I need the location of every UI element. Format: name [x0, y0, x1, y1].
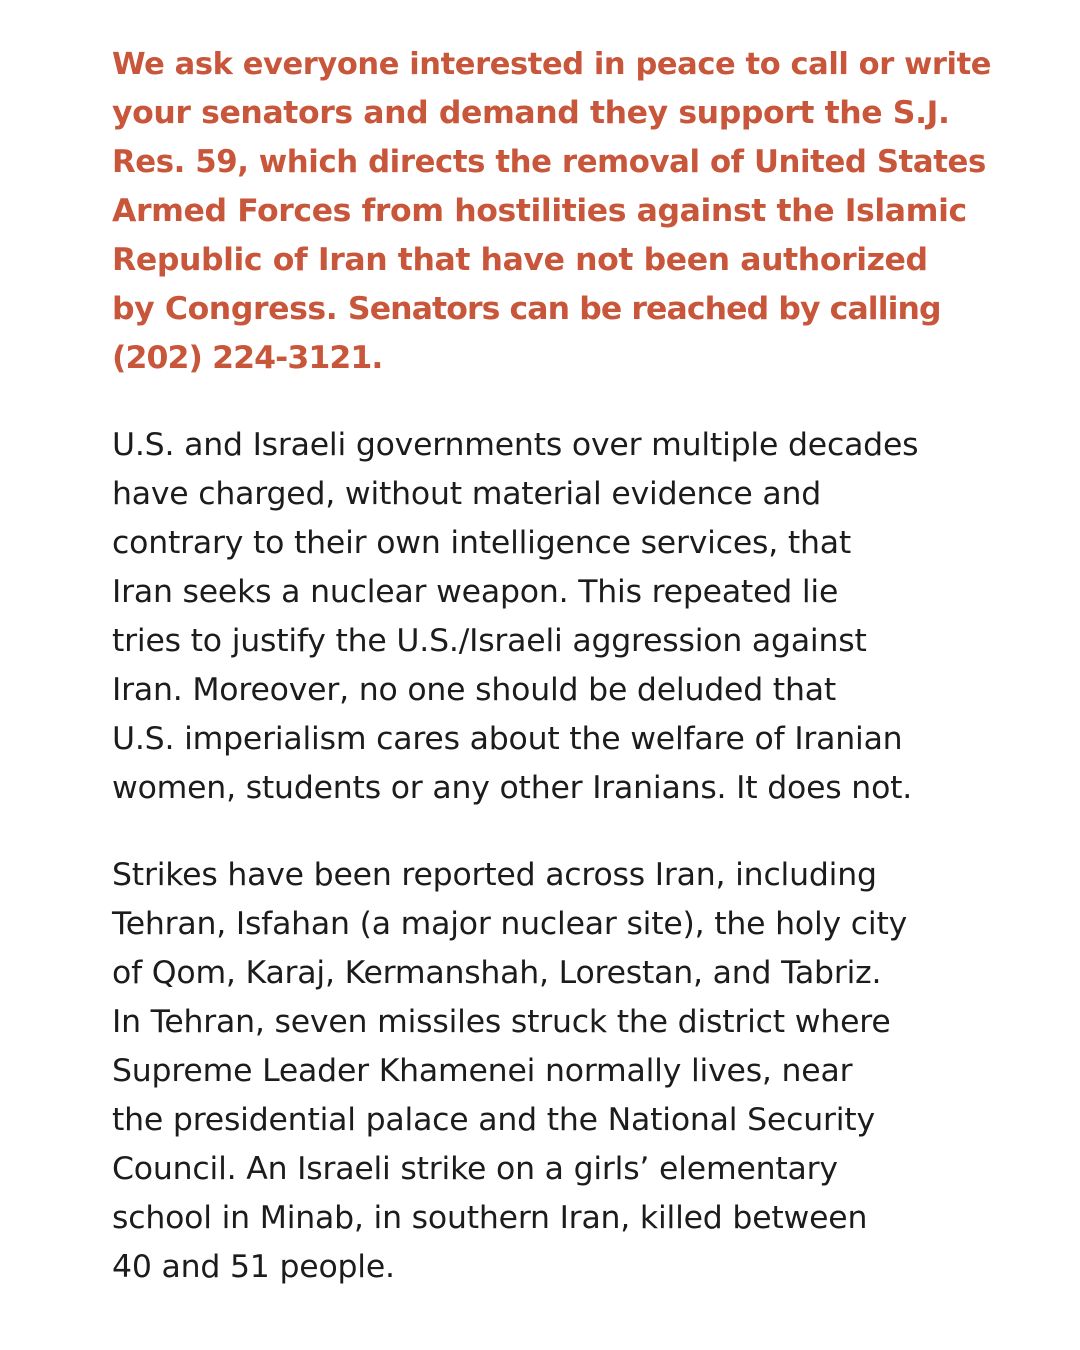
- senators-phone-lead: Senators can be reached by calling: [347, 291, 941, 327]
- body-line: Iran. Moreover, no one should be deluded that: [112, 672, 836, 708]
- body-line: Tehran, Isfahan (a major nuclear site), the holy city: [112, 906, 908, 942]
- body-line: Iran seeks a nuclear weapon. This repeated lie: [112, 574, 839, 610]
- callout-plain-text: by Congress.: [112, 291, 348, 327]
- body-line: women, students or any other Iranians. It does not.: [112, 770, 913, 806]
- call-to-action-paragraph: [112, 40, 992, 383]
- article-page: [112, 40, 992, 1292]
- callout-line-mixed: [112, 285, 992, 334]
- body-line: 40 and 51 people.: [112, 1249, 395, 1285]
- body-line: Strikes have been reported across Iran, including: [112, 857, 877, 893]
- callout-line: Republic of Iran that have not been authorized: [112, 242, 928, 278]
- body-line: Council. An Israeli strike on a girls’ elementary: [112, 1151, 838, 1187]
- body-line: school in Minab, in southern Iran, killed between: [112, 1200, 868, 1236]
- body-line: of Qom, Karaj, Kermanshah, Lorestan, and Tabriz.: [112, 955, 882, 991]
- body-line: In Tehran, seven missiles struck the district where: [112, 1004, 891, 1040]
- body-line: contrary to their own intelligence services, that: [112, 525, 852, 561]
- body-paragraph-nuclear-claims: [112, 421, 992, 813]
- body-paragraph-strikes: [112, 851, 992, 1292]
- body-line: have charged, without material evidence and: [112, 476, 822, 512]
- body-line: Supreme Leader Khamenei normally lives, near: [112, 1053, 853, 1089]
- senators-phone-number: (202) 224-3121.: [112, 340, 383, 376]
- callout-line: We ask everyone interested in peace to call or write: [112, 47, 992, 82]
- body-line: U.S. and Israeli governments over multiple decades: [112, 427, 919, 463]
- callout-line: your senators and demand they support the S.J.: [112, 95, 950, 131]
- callout-line: Armed Forces from hostilities against the Islamic: [112, 193, 967, 229]
- body-line: U.S. imperialism cares about the welfare of Iranian: [112, 721, 903, 757]
- body-line: tries to justify the U.S./Israeli aggression against: [112, 623, 867, 659]
- body-line: the presidential palace and the National Security: [112, 1102, 875, 1138]
- callout-line: Res. 59, which directs the removal of United States: [112, 144, 986, 180]
